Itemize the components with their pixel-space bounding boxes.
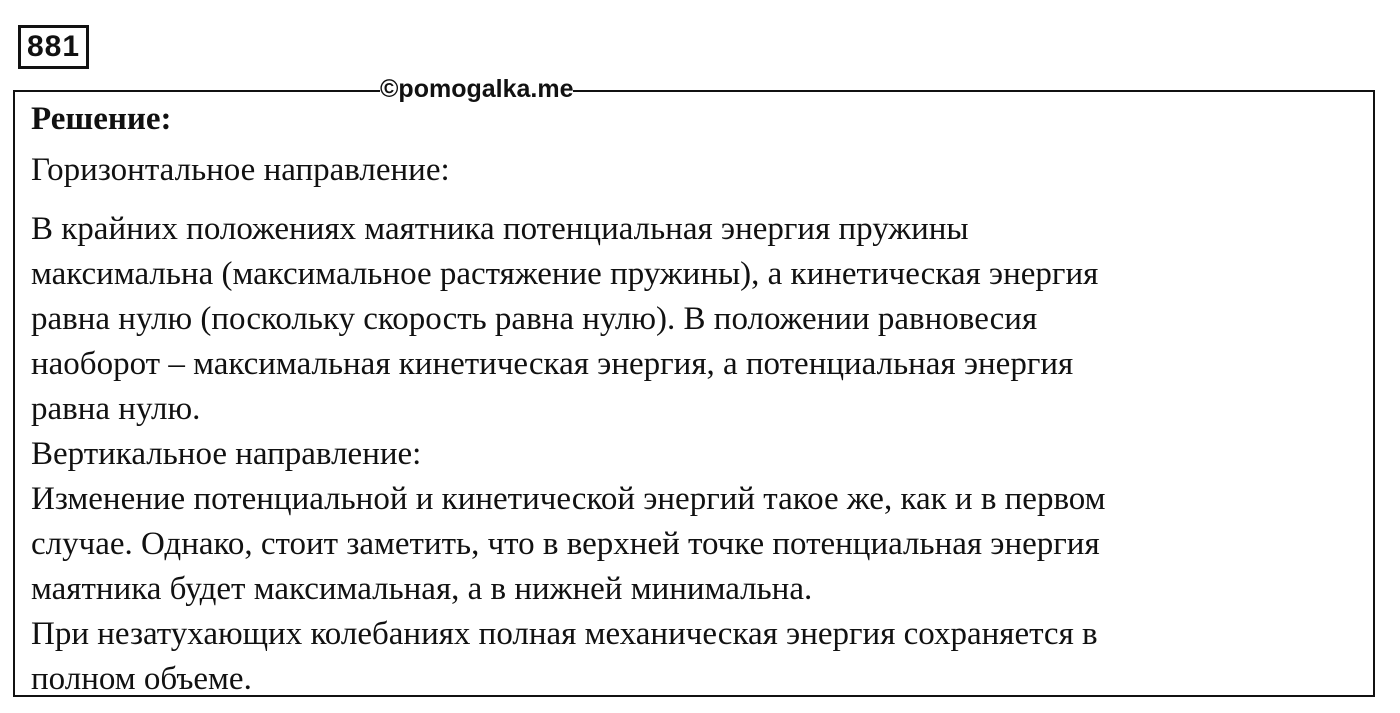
paragraph-line: Вертикальное направление: xyxy=(31,436,422,472)
paragraph-line: наоборот – максимальная кинетическая энергия, а потенциальная энергия xyxy=(31,346,1074,382)
paragraph-line: Изменение потенциальной и кинетической энергий такое же, как и в первом xyxy=(31,481,1106,517)
task-number: 881 xyxy=(18,25,89,69)
solution-content xyxy=(31,96,1361,702)
paragraph-line: случае. Однако, стоит заметить, что в верхней точке потенциальная энергия xyxy=(31,526,1100,562)
solution-box xyxy=(13,90,1375,697)
paragraph-line: максимальна (максимальное растяжение пружины), а кинетическая энергия xyxy=(31,256,1099,292)
paragraph-line: маятника будет максимальная, а в нижней минимальна. xyxy=(31,571,813,607)
solution-heading: Решение: xyxy=(31,101,172,137)
paragraph-line: равна нулю (поскольку скорость равна нулю). В положении равновесия xyxy=(31,301,1038,337)
watermark: ©pomogalka.me xyxy=(380,72,573,106)
paragraph-line: В крайних положениях маятника потенциальная энергия пружины xyxy=(31,211,969,247)
paragraph-line: равна нулю. xyxy=(31,391,201,427)
paragraph-line: Горизонтальное направление: xyxy=(31,152,450,188)
paragraph-line: полном объеме. xyxy=(31,661,252,697)
paragraph-line: При незатухающих колебаниях полная механическая энергия сохраняется в xyxy=(31,616,1098,652)
